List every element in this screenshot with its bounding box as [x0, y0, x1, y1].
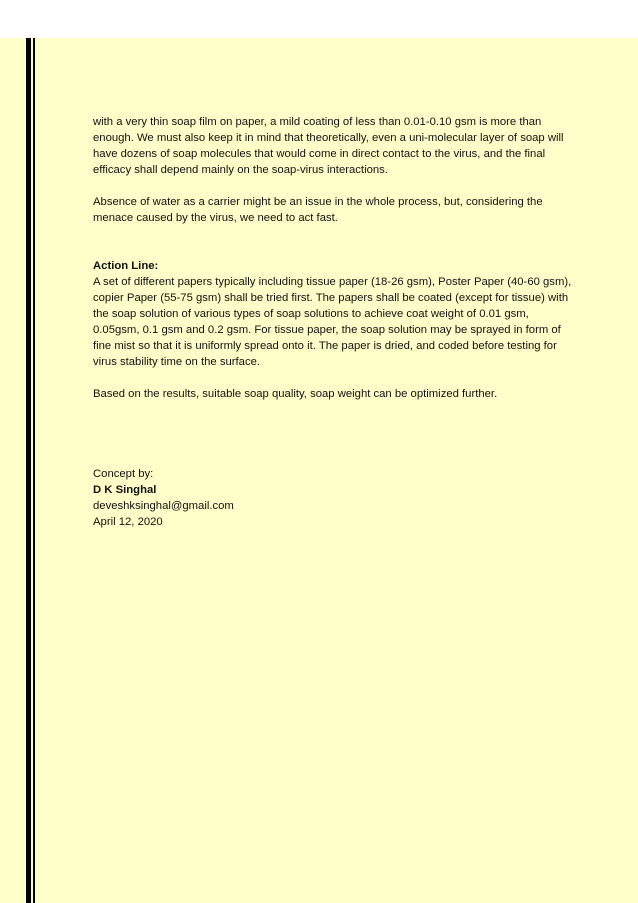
intro-paragraph: with a very thin soap film on paper, a mild coating of less than 0.01-0.10 gsm is more than enough. We must also keep it in mind that theoretically, even a uni-molecular layer of soap will have dozens of soap molecules that would come in direct contact to the virus, and the final efficacy shall depend mainly on the soap-virus interactions.: [93, 116, 564, 176]
left-border-thick-line: [26, 38, 31, 903]
document-date: April 12, 2020: [93, 516, 163, 528]
signature-block: [93, 466, 573, 530]
author-name: D K Singhal: [93, 484, 157, 496]
water-carrier-paragraph: Absence of water as a carrier might be an issue in the whole process, but, considering the menace caused by the virus, we need to act fast.: [93, 196, 543, 224]
concept-by-label: Concept by:: [93, 468, 154, 480]
left-border-thin-line: [33, 38, 35, 903]
document-page: [0, 38, 638, 903]
action-line-heading: Action Line:: [93, 260, 159, 272]
document-body: [93, 114, 573, 530]
author-email: deveshksinghal@gmail.com: [93, 500, 234, 512]
action-line-paragraph: A set of different papers typically including tissue paper (18-26 gsm), Poster Paper (40-60 gsm), copier Paper (55-75 gsm) shall be tried first. The papers shall be coated (except for tissue) with the soap solution of various types of soap solutions to achieve coat weight of 0.01 gsm, 0.05gsm, 0.1 gsm and 0.2 gsm. For tissue paper, the soap solution may be sprayed in form of fine mist so that it is uniformly spread onto it. The paper is dried, and coded before testing for virus stability time on the surface.: [93, 276, 572, 368]
results-paragraph: Based on the results, suitable soap quality, soap weight can be optimized further.: [93, 388, 498, 400]
